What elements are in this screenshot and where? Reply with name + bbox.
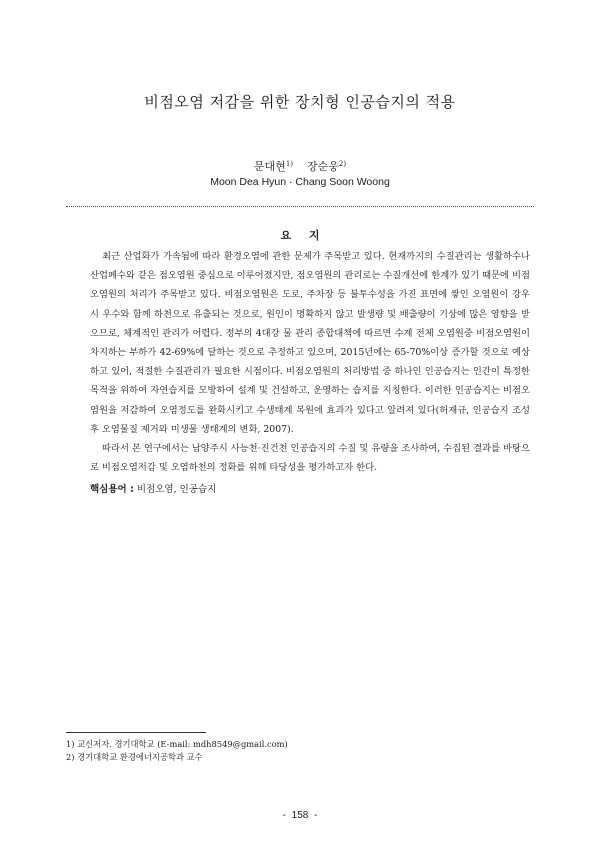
paper-title: 비점오염 저감을 위한 장치형 인공습지의 적용: [144, 93, 456, 111]
author-2-footnote-mark: 2): [338, 160, 347, 168]
dotted-divider: [66, 206, 534, 207]
keywords-value: 비점오염, 인공습지: [136, 484, 217, 495]
author-1-name: 문대현: [253, 160, 286, 173]
abstract-paragraph-1: 최근 산업화가 가속됨에 따라 환경오염에 관한 문제가 주목받고 있다. 현재까지의 수질관리는 생활하수나 산업폐수와 같은 점오염원 중심으로 이루어졌지만, 점오염원의 관리로는 수질개선에 한계가 있기 때문에 비점오염원의 처리가 주목받고 있다. 비점오염원은 도로, 주차장 등 불투수성을 가진 표면에 쌓인 오염원이 강우 시 우수와 함께 하천으로 유출되는 것으로, 원인이 명확하지 않고 발생량 및 배출량이 기상에 많은 영향을 받으므로, 체계적인 관리가 어렵다. 정부의 4대강 물 관리 종합대책에 따르면 수계 전체 오염원중 비점오염원이 차지하는 부하가 42-69%에 달하는 것으로 추정하고 있으며, 2015년에는 65-70%이상 증가할 것으로 예상하고 있어, 적절한 수질관리가 필요한 시점이다. 비점오염원의 처리방법 중 하나인 인공습지는 인간이 특정한 목적을 위하여 자연습지를 모방하여 설계 및 건설하고, 운영하는 습지를 지칭한다. 이러한 인공습지는 비점오염원을 저감하여 오염정도를 완화시키고 수생태계 복원에 효과가 있다고 알려져 있다(허재규, 인공습지 조성 후 오염물질 제거와 미생물 생태계의 변화, 2007).: [90, 251, 530, 435]
abstract-heading: 요 지: [280, 229, 320, 242]
footnote-2: 2) 경기대학교 환경에너지공학과 교수: [66, 752, 203, 762]
page-number: - 158 -: [282, 810, 318, 821]
author-2-name: 장순웅: [307, 160, 339, 173]
abstract-body: [90, 247, 530, 477]
keywords-line: [90, 481, 216, 495]
footnote-divider: [66, 732, 206, 733]
author-names-korean: [0, 158, 600, 174]
author-names-english: Moon Dea Hyun · Chang Soon Woong: [210, 176, 390, 188]
abstract-paragraph-2: 따라서 본 연구에서는 남양주시 사능천·진건천 인공습지의 수질 및 유량을 조사하여, 수집된 결과를 바탕으로 비점오염저감 및 오염하천의 정화를 위해 타당성을 평가하고자 한다.: [90, 443, 530, 474]
footnote-1: 1) 교신저자. 경기대학교 (E-mail: mdh8549@gmail.com): [66, 739, 288, 749]
keywords-label: 핵심용어 :: [90, 484, 134, 495]
author-1-footnote-mark: 1): [285, 160, 293, 168]
footnotes: [66, 738, 288, 764]
